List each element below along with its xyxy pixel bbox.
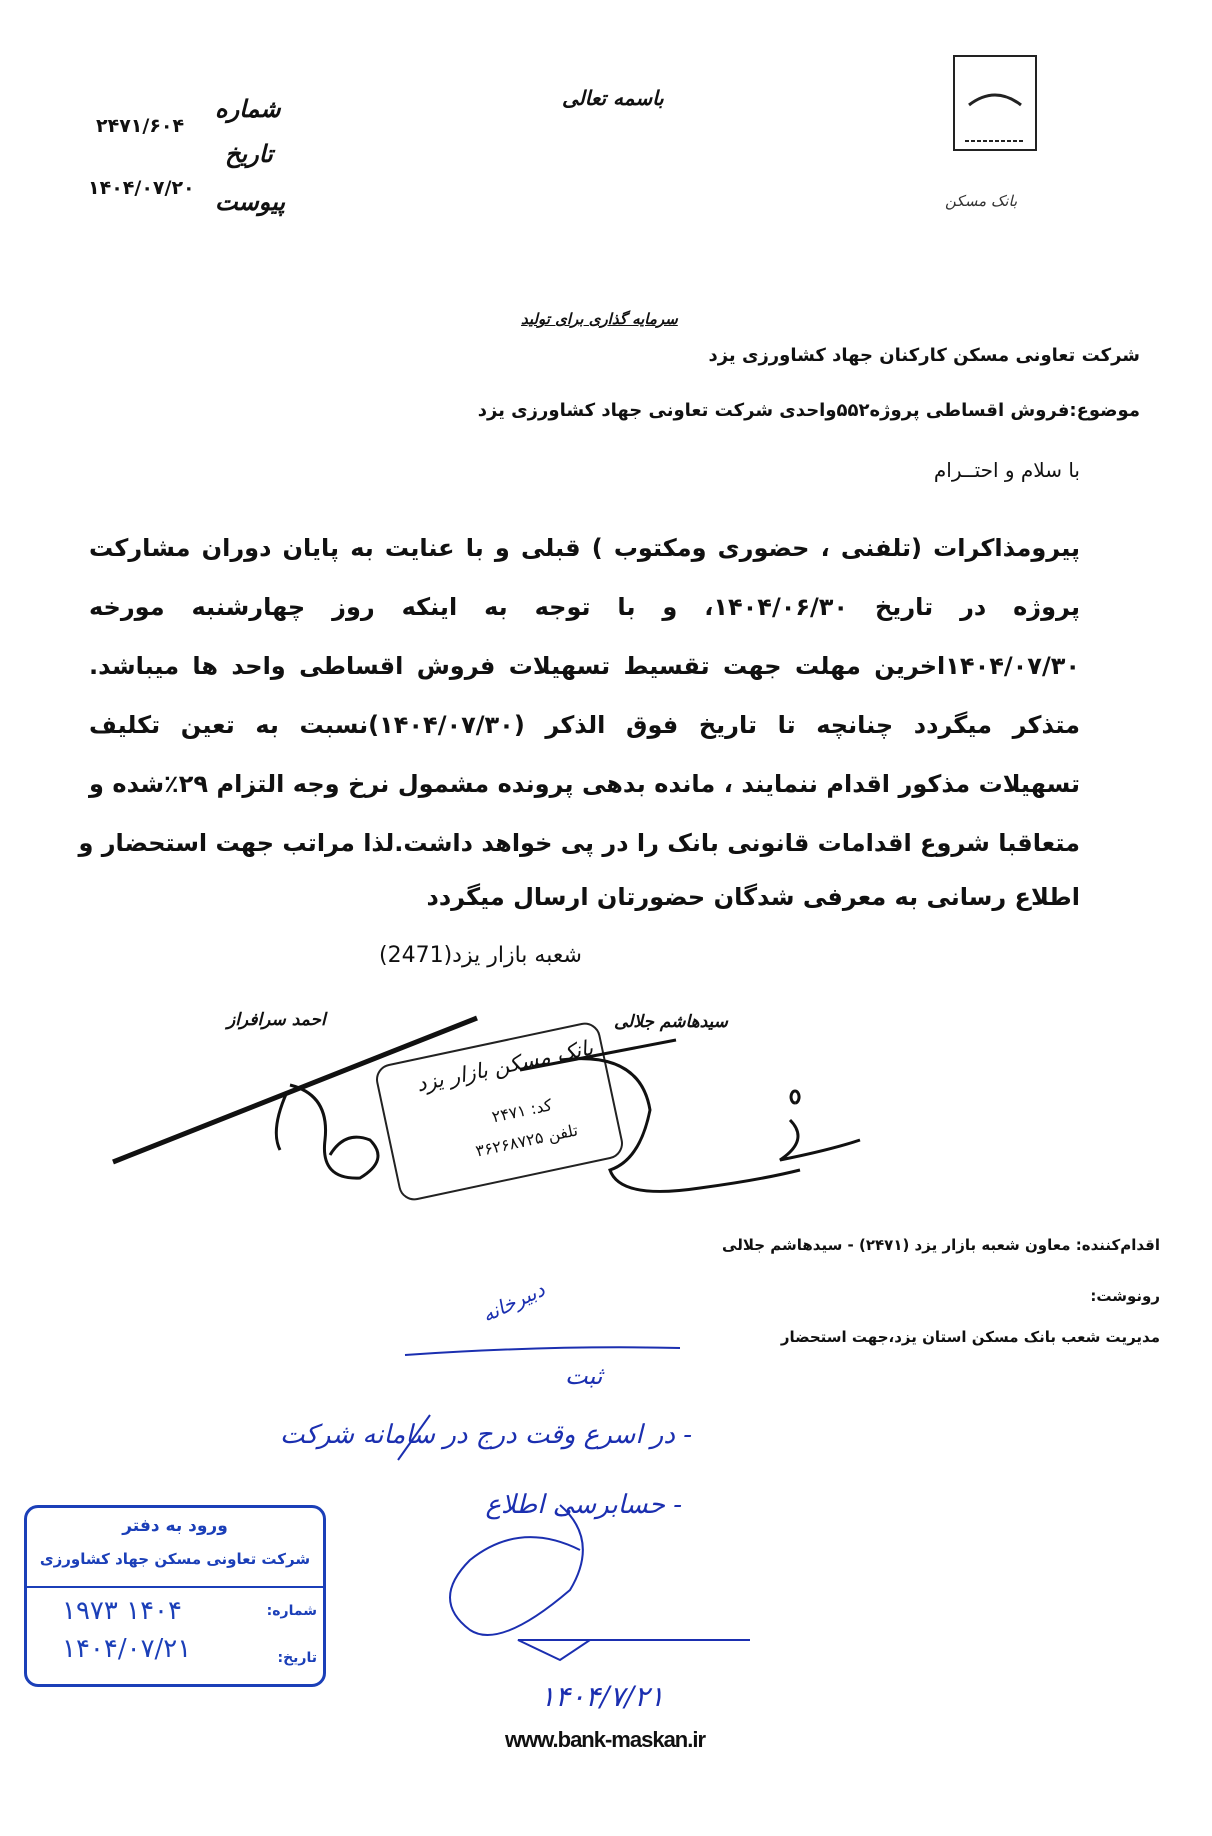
greeting: با سلام و احتــرام — [933, 458, 1080, 482]
entry-stamp — [24, 1505, 326, 1687]
body-line: اطلاع رسانی به معرفی شدگان حضورتان ارسال میگردد — [426, 883, 1080, 911]
entry-stamp-divider — [27, 1586, 323, 1588]
branch-name: شعبه بازار یزد(2471) — [379, 943, 582, 968]
body-line: ۱۴۰۴/۰۷/۳۰اخرین مهلت جهت تقسیط تسهیلات فروش اقساطی واحد ها میباشد. — [89, 652, 1080, 680]
entry-stamp-org: شرکت تعاونی مسکن جهاد کشاورزی — [39, 1550, 311, 1568]
attachment-label: پیوست — [215, 188, 285, 216]
letter-number: ۲۴۷۱/۶۰۴ — [96, 115, 185, 137]
pen-underline — [405, 1347, 680, 1355]
cc-line: مدیریت شعب بانک مسکن استان یزد،جهت استحضار — [780, 1328, 1160, 1346]
signature-left — [113, 1018, 477, 1162]
handwritten-note-1: - در اسرع وقت درج در سامانه شرکت — [280, 1420, 692, 1450]
entry-stamp-number: ۱۴۰۴ ۱۹۷۳ — [62, 1596, 182, 1626]
handwritten-date: ۱۴۰۴/۷/۲۱ — [540, 1680, 665, 1713]
subject: موضوع:فروش اقساطی پروژه۵۵۲واحدی شرکت تعاونی جهاد کشاورزی یزد — [477, 400, 1140, 421]
slogan: سرمایه گذاری برای تولید — [521, 310, 678, 328]
letter-date: ۱۴۰۴/۰۷/۲۰ — [88, 177, 195, 199]
branch-stamp-name: بانک مسکن بازار یزد — [414, 1035, 596, 1097]
entry-stamp-title: ورود به دفتر — [122, 1516, 228, 1536]
signature-initials — [780, 1091, 860, 1160]
entry-stamp-date-label: تاریخ: — [277, 1650, 317, 1666]
pen-signature — [450, 1505, 750, 1660]
body-line: تسهیلات مذکور اقدام ننمایند ، مانده بدهی پرونده مشمول نرخ وجه التزام ۲۹٪شده و — [89, 770, 1081, 798]
number-label: شماره — [215, 95, 281, 123]
handwritten-note-2: - حسابرسی اطلاع — [485, 1490, 682, 1520]
body-line: متعاقبا شروع اقدامات قانونی بانک را در پی خواهد داشت.لذا مراتب جهت استحضار و — [78, 829, 1080, 857]
website-link[interactable]: www.bank-maskan.ir — [505, 1727, 706, 1752]
bismillah: باسمه تعالی — [562, 86, 664, 110]
entry-stamp-number-label: شماره: — [266, 1603, 317, 1619]
signature-loop — [276, 1085, 378, 1178]
entry-stamp-date: ۱۴۰۴/۰۷/۲۱ — [62, 1634, 192, 1664]
addressee: شرکت تعاونی مسکن کارکنان جهاد کشاورزی یزد — [708, 345, 1140, 366]
body-line: پروژه در تاریخ ۱۴۰۴/۰۶/۳۰، و با توجه به اینکه روز چهارشنبه مورخه — [89, 593, 1080, 621]
action-by: اقدام‌کننده: معاون شعبه بازار یزد (۲۴۷۱) - سیدهاشم جلالی — [722, 1236, 1160, 1254]
signature-right — [520, 1040, 800, 1191]
branch-stamp-phone: تلفن ۳۶۲۶۸۷۲۵ — [473, 1120, 580, 1161]
body-line: متذکر میگردد چنانچه تا تاریخ فوق الذکر (۱۴۰۴/۰۷/۳۰)نسبت به تعین تکلیف — [89, 711, 1080, 739]
signatory-left: احمد سرافراز — [227, 1010, 326, 1030]
handwritten-register: ثبت — [565, 1362, 603, 1390]
logo-caption: بانک مسکن — [945, 192, 1018, 210]
branch-stamp-code: کد: ۲۴۷۱ — [490, 1095, 554, 1127]
date-label: تاریخ — [225, 140, 273, 168]
cc-label: رونوشت: — [1090, 1287, 1160, 1305]
signatory-right: سیدهاشم جلالی — [614, 1012, 728, 1032]
handwritten-note-top: دبیرخانه — [478, 1277, 549, 1327]
body-line: پیرومذاکرات (تلفنی ، حضوری ومکتوب ) قبلی و با عنایت به پایان دوران مشارکت — [89, 534, 1080, 562]
